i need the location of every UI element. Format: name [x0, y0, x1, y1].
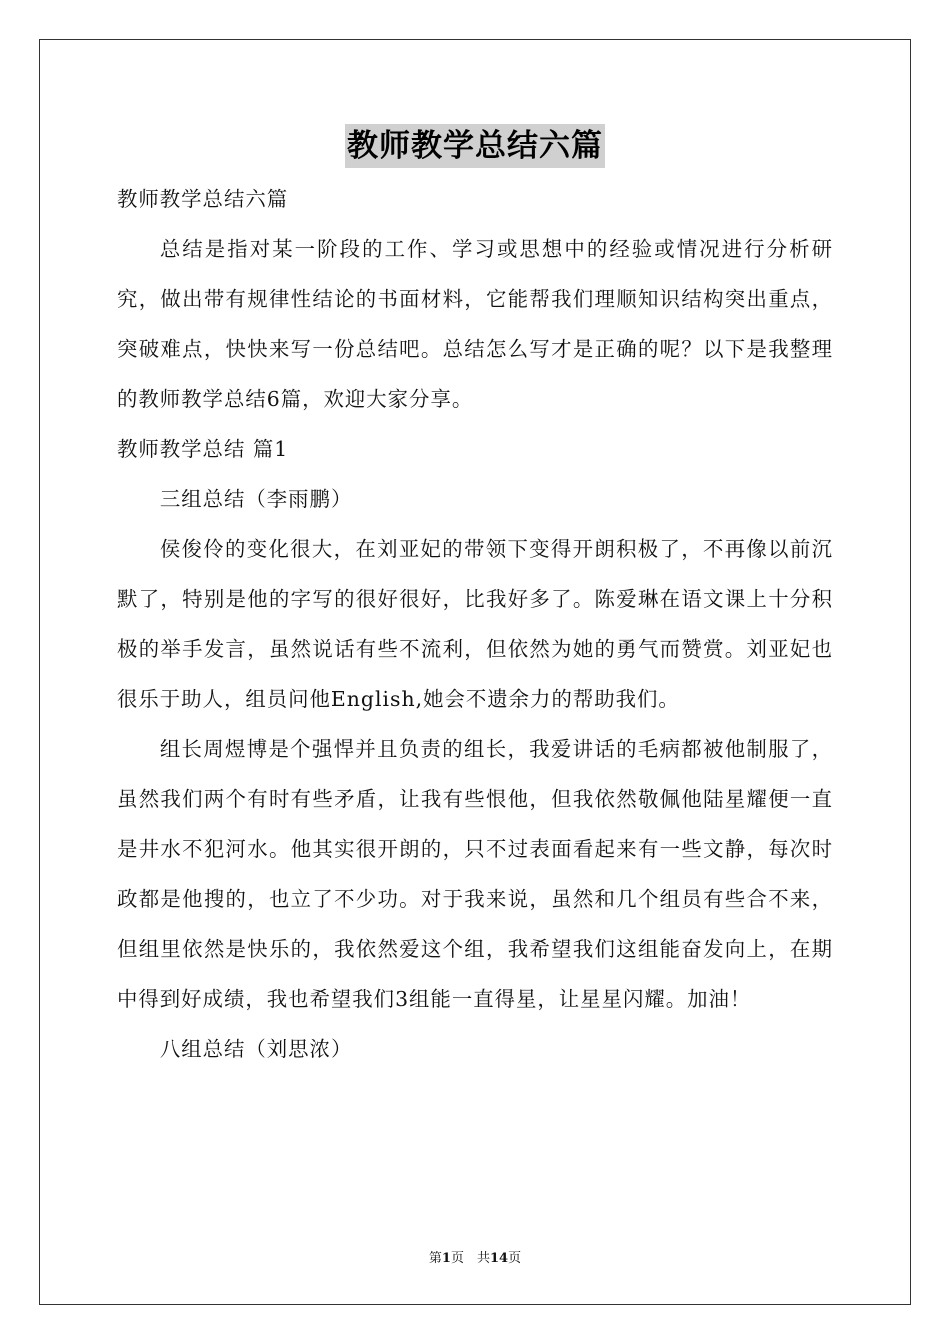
- section-heading: 教师教学总结 篇1: [117, 437, 289, 461]
- footer-mid: 页 共: [450, 1251, 490, 1266]
- footer-suffix: 页: [508, 1251, 522, 1266]
- paragraph: 三组总结（李雨鹏）: [159, 487, 353, 511]
- document-body: [117, 174, 833, 1074]
- paragraph: 侯俊伶的变化很大，在刘亚妃的带领下变得开朗积极了，不再像以前沉默了，特别是他的字写的很好很好，比我好多了。陈爱琳在语文课上十分积极的举手发言，虽然说话有些不流利，但依然为她的勇气而赞赏。刘亚妃也很乐于助人，组员问他English,她会不遗余力的帮助我们。: [117, 537, 833, 711]
- footer-total-pages: 14: [489, 1251, 509, 1266]
- footer-page-number: 1: [441, 1251, 451, 1266]
- title-container: [0, 124, 950, 168]
- paragraph: 组长周煜博是个强悍并且负责的组长，我爱讲话的毛病都被他制服了，虽然我们两个有时有些矛盾，让我有些恨他，但我依然敬佩他陆星耀便一直是井水不犯河水。他其实很开朗的，只不过表面看起来有一些文静，每次时政都是他搜的，也立了不少功。对于我来说，虽然和几个组员有些合不来，但组里依然是快乐的，我依然爱这个组，我希望我们这组能奋发向上，在期中得到好成绩，我也希望我们3组能一直得星，让星星闪耀。加油！: [117, 737, 833, 1011]
- footer-prefix: 第: [428, 1251, 442, 1266]
- paragraph: 总结是指对某一阶段的工作、学习或思想中的经验或情况进行分析研究，做出带有规律性结论的书面材料，它能帮我们理顺知识结构突出重点，突破难点，快快来写一份总结吧。总结怎么写才是正确的呢？以下是我整理的教师教学总结6篇，欢迎大家分享。: [117, 237, 833, 411]
- paragraph: 教师教学总结六篇: [117, 187, 289, 211]
- paragraph: 八组总结（刘思浓）: [159, 1037, 353, 1061]
- page-footer: [0, 1247, 950, 1266]
- document-title: 教师教学总结六篇: [345, 124, 605, 168]
